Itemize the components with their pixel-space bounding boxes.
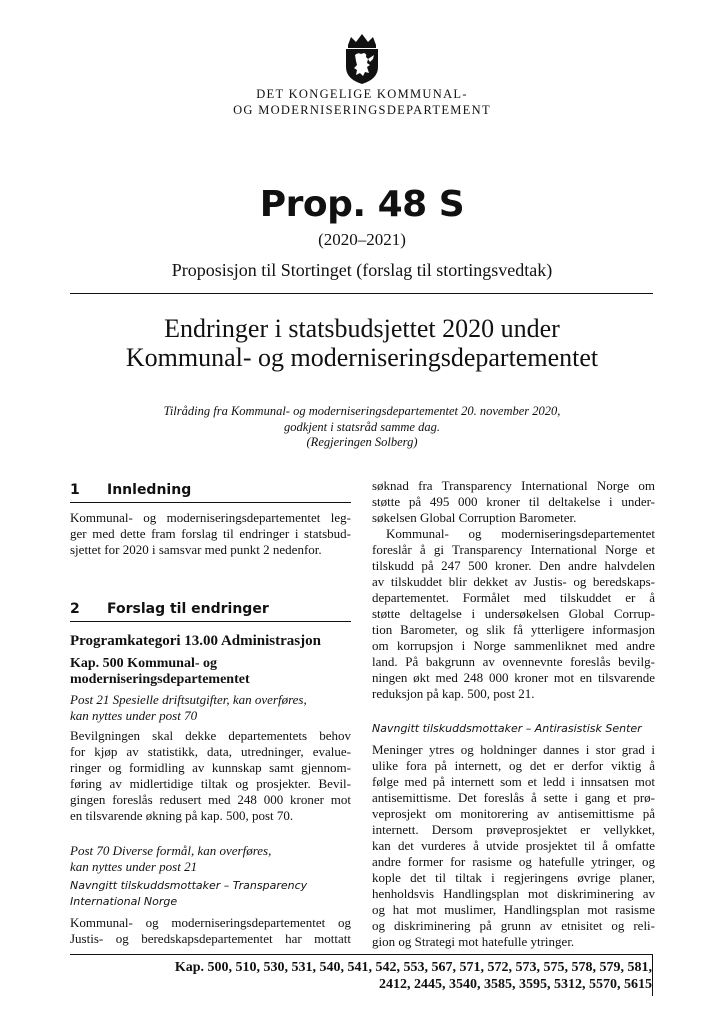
paragraph-line: foreslår å gi Transparency International Norge et <box>372 542 655 557</box>
recipient-heading-line2: International Norge <box>70 895 178 908</box>
post21-heading-line2: kan nyttes under post 70 <box>70 708 198 723</box>
paragraph-line: ger med dette fram forslag til endringer i statsbud- <box>70 526 351 541</box>
left-column <box>70 0 351 960</box>
post21-heading-line1: Post 21 Spesielle driftsutgifter, kan overføres, <box>70 692 307 707</box>
section-heading-forslag <box>70 600 351 622</box>
paragraph-line: Bevilgningen skal dekke departementets behov <box>70 728 351 743</box>
section-heading-innledning <box>70 481 351 503</box>
paragraph-line: kan det vurderes å utvide prosjektet til å omfatte <box>372 838 655 853</box>
paragraph-line: Kommunal- og moderniseringsdepartementet leg- <box>70 510 351 525</box>
department-name-line2: OG MODERNISERINGSDEPARTEMENT <box>233 103 491 117</box>
document-title-line1: Endringer i statsbudsjettet 2020 under <box>164 314 560 343</box>
paragraph-line: for kjøp av statistikk, data, utredninger, evalue- <box>70 744 351 759</box>
kap-heading-line1: Kap. 500 Kommunal- og <box>70 656 218 671</box>
paragraph-line: om korrupsjon i Norge sammenliknet med andre <box>372 638 655 653</box>
paragraph-line: veprosjekt om monitorering av antisemittisme på <box>372 806 655 821</box>
paragraph-line: av tilskuddet blir dekket av Justis- og beredskaps- <box>372 574 655 589</box>
paragraph-line: gingen foreslås redusert med 248 000 kroner mot <box>70 792 351 807</box>
footer-vertical-rule <box>652 954 653 996</box>
paragraph-line: andre former for rasisme og hatefulle ytringer, og <box>372 854 655 869</box>
paragraph-line: gion og Strategi mot hatefulle ytringer. <box>372 934 575 949</box>
department-name-line1: DET KONGELIGE KOMMUNAL- <box>256 87 468 101</box>
paragraph-line: departementet. Formålet med tilskuddet er å <box>372 590 655 605</box>
paragraph-line: Justis- og beredskapsdepartementet har mottatt <box>70 931 351 946</box>
paragraph-line: ringer og formidling av kunnskap samt gjennom- <box>70 760 351 775</box>
section-title: Innledning <box>107 482 192 498</box>
chapter-list-line2: 2412, 2445, 3540, 3585, 3595, 5312, 5570, 5615 <box>379 977 652 992</box>
paragraph-line: støtte deltagelse i undersøkelsen Global Corrup- <box>372 606 655 621</box>
paragraph-line: ningen økt med 248 000 kroner mot en tilsvarende <box>372 670 655 685</box>
paragraph-line: tilskudd på 247 500 kroner. Den andre halvdelen <box>372 558 655 573</box>
recipient-heading-antirasistisk: Navngitt tilskuddsmottaker – Antirasistisk Senter <box>372 722 642 735</box>
paragraph-line: henholdsvis Handlingsplan mot diskriminering av <box>372 886 655 901</box>
paragraph-line: Meninger ytres og holdninger dannes i stor grad i <box>372 742 655 757</box>
paragraph-line: antisemittisme. Det foreslås å sette i gang et prø- <box>372 790 655 805</box>
paragraph-line: internett. Dersom prøveprosjektet er vellykket, <box>372 822 655 837</box>
document-title-line2: Kommunal- og moderniseringsdepartementet <box>125 343 599 372</box>
paragraph-line: støtte på 495 000 kroner til deltakelse i under- <box>372 494 655 509</box>
kap-heading-line2: moderniseringsdepartementet <box>70 672 250 687</box>
paragraph-line: kople det til tiltak i regjeringens øvrige planer, <box>372 870 655 885</box>
post70-heading-line2: kan nyttes under post 21 <box>70 859 198 874</box>
recipient-heading-line1: Navngitt tilskuddsmottaker – Transparency <box>70 879 308 892</box>
paragraph-line: følge med på internett som et ledd i innsatsen mot <box>372 774 655 789</box>
approval-note-line1: Tilråding fra Kommunal- og moderniseringsdepartementet 20. november 2020, <box>163 404 561 418</box>
section-number: 1 <box>70 482 80 498</box>
chapter-list-line1: Kap. 500, 510, 530, 531, 540, 541, 542, 553, 567, 571, 572, 573, 575, 578, 579, 581, <box>174 960 652 975</box>
approval-note-line3: (Regjeringen Solberg) <box>306 435 418 449</box>
paragraph-line: søknad fra Transparency International Norge om <box>372 478 655 493</box>
proposition-number: Prop. 48 S <box>259 184 465 225</box>
paragraph-line: søkelsen Global Corruption Barometer. <box>372 510 577 525</box>
paragraph-line: og hat mot muslimer, Handlingsplan mot rasisme <box>372 902 655 917</box>
post70-heading-line1: Post 70 Diverse formål, kan overføres, <box>70 843 272 858</box>
programkategori-heading: Programkategori 13.00 Administrasjon <box>70 633 321 649</box>
approval-note-line2: godkjent i statsråd samme dag. <box>284 420 440 434</box>
paragraph-line: en tilsvarende økning på kap. 500, post 70. <box>70 808 294 823</box>
paragraph-line: Kommunal- og moderniseringsdepartementet <box>386 526 655 541</box>
section-title: Forslag til endringer <box>107 601 269 617</box>
section-number: 2 <box>70 601 80 617</box>
right-column <box>372 0 655 960</box>
session-years: (2020–2021) <box>318 230 406 249</box>
paragraph-line: ulike fora på internett, og det er derfor viktig å <box>372 758 655 773</box>
footer-divider <box>70 954 653 955</box>
paragraph-line: og diskriminering på grunn av etnisitet og reli- <box>372 918 655 933</box>
paragraph-line: Kommunal- og moderniseringsdepartementet og <box>70 915 351 930</box>
paragraph-line: føring av midlertidige tiltak og prosjekter. Bevil- <box>70 776 351 791</box>
paragraph-line: tion Barometer, og slik få ytterligere informasjon <box>372 622 655 637</box>
paragraph-line: sjettet for 2020 i samsvar med punkt 2 nedenfor. <box>70 542 322 557</box>
proposition-subtitle: Proposisjon til Stortinget (forslag til stortingsvedtak) <box>171 260 553 280</box>
paragraph-line: reduksjon på kap. 500, post 21. <box>372 686 535 701</box>
paragraph-line: land. På bakgrunn av ovennevnte foreslås bevilg- <box>372 654 655 669</box>
